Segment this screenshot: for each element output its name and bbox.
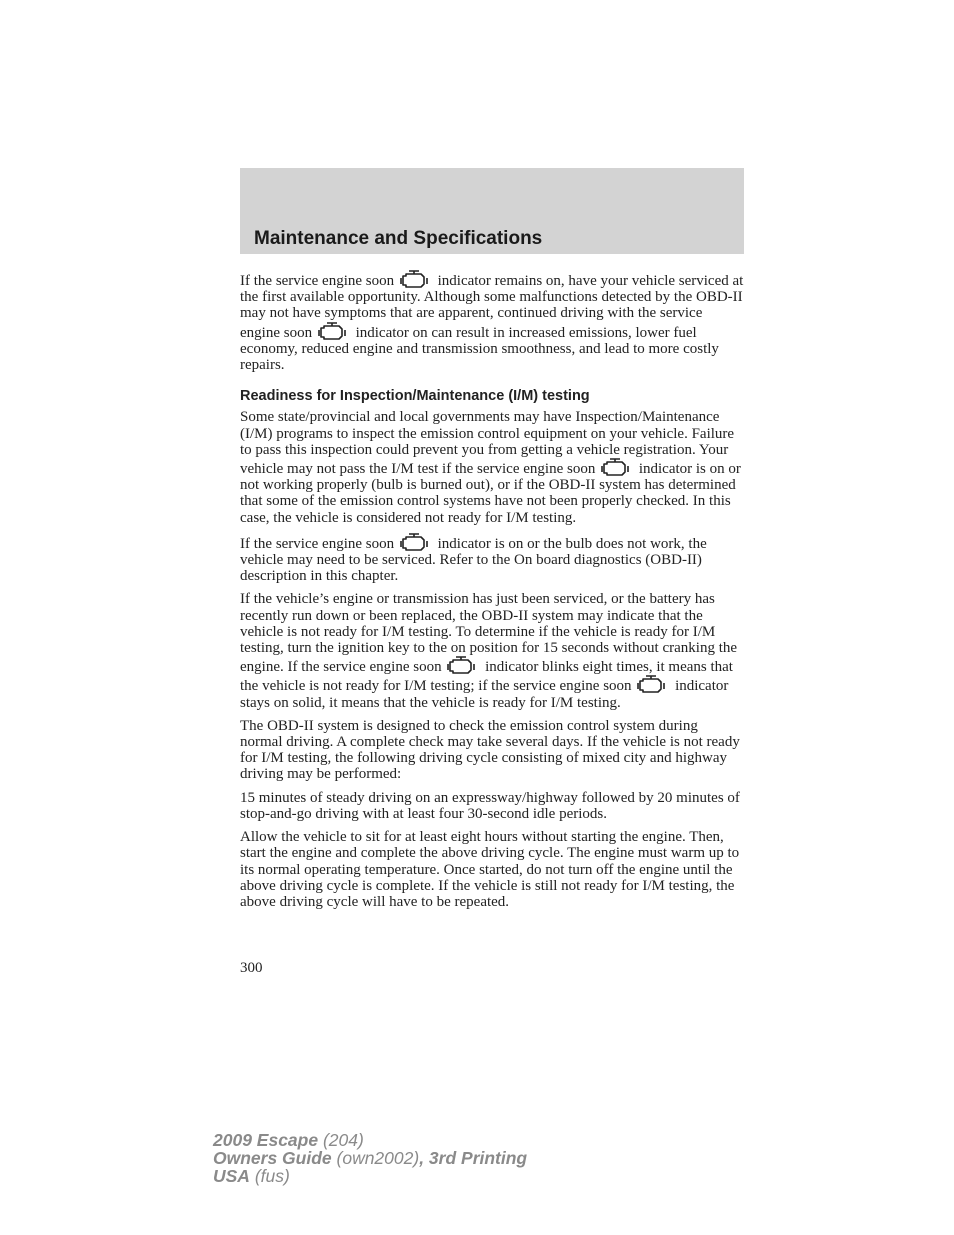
- subheading-readiness: Readiness for Inspection/Maintenance (I/M) testing: [240, 388, 590, 405]
- service-engine-soon-icon: [400, 533, 428, 551]
- section-title: Maintenance and Specifications: [254, 228, 543, 249]
- service-engine-soon-icon: [318, 322, 346, 340]
- footer-line-region: USA (fus): [213, 1166, 290, 1186]
- paragraph-obd-system: The OBD-II system is designed to check the emission control system during normal driving. A complete check may take several days. If the vehicle is not ready for I/M testing, the following driving cycle consisting of mixed city and highway driving may be performed:: [240, 717, 740, 783]
- page-number: 300: [240, 960, 263, 976]
- service-engine-soon-icon: [637, 675, 665, 693]
- paragraph-bulb-not-work: If the service engine soon indicator is on or the bulb does not work, the vehicle may need to be serviced. Refer to the On board diagnostics (OBD-II) description in this chapter.: [240, 533, 744, 585]
- service-engine-soon-icon: [400, 270, 428, 288]
- service-engine-soon-icon: [447, 656, 475, 674]
- paragraph-driving-cycle: 15 minutes of steady driving on an expressway/highway followed by 20 minutes of stop-and-go driving with at least four 30-second idle periods.: [240, 789, 740, 822]
- paragraph-im-programs: Some state/provincial and local governments may have Inspection/Maintenance (I/M) programs to inspect the emission control equipment on your vehicle. Failure to pass this inspection could prevent you from getting a vehicle registration. Your vehicle may not pass the I/M test if the service engine soon indicator is on or not working properly (bulb is burned out), or if the OBD-II system has determined that some of the emission control systems have not been properly checked. In this case, the vehicle is considered not ready for I/M testing.: [240, 409, 741, 526]
- document-footer: [213, 1131, 527, 1185]
- paragraph-service-indicator: If the service engine soon indicator remains on, have your vehicle serviced at the first available opportunity. Although some malfunctions detected by the OBD-II may not have symptoms that are apparent, continued driving with the service engine soon indicator on can result in increased emissions, lower fuel economy, reduced engine and transmission smoothness, and lead to more costly repairs.: [240, 270, 744, 373]
- paragraph-readiness-check: If the vehicle’s engine or transmission has just been serviced, or the battery has recently run down or been replaced, the OBD-II system may indicate that the vehicle is not ready for I/M testing. To determine if the vehicle is ready for I/M testing, turn the ignition key to the on position for 15 seconds without cranking the engine. If the service engine soon indicator blinks eight times, it means that the vehicle is not ready for I/M testing; if the service engine soon indicator stays on solid, it means that the vehicle is ready for I/M testing.: [240, 591, 738, 711]
- paragraph-allow-vehicle: Allow the vehicle to sit for at least eight hours without starting the engine. Then, start the engine and complete the above driving cycle. The engine must warm up to its normal operating temperature. Once started, do not turn off the engine until the above driving cycle is complete. If the vehicle is still not ready for I/M testing, the above driving cycle will have to be repeated.: [240, 829, 740, 910]
- service-engine-soon-icon: [601, 458, 629, 476]
- footer-line-guide: Owners Guide (own2002), 3rd Printing: [213, 1148, 528, 1168]
- footer-line-model: 2009 Escape (204): [213, 1130, 364, 1150]
- page-content: [240, 270, 744, 917]
- section-header-band: [240, 168, 744, 254]
